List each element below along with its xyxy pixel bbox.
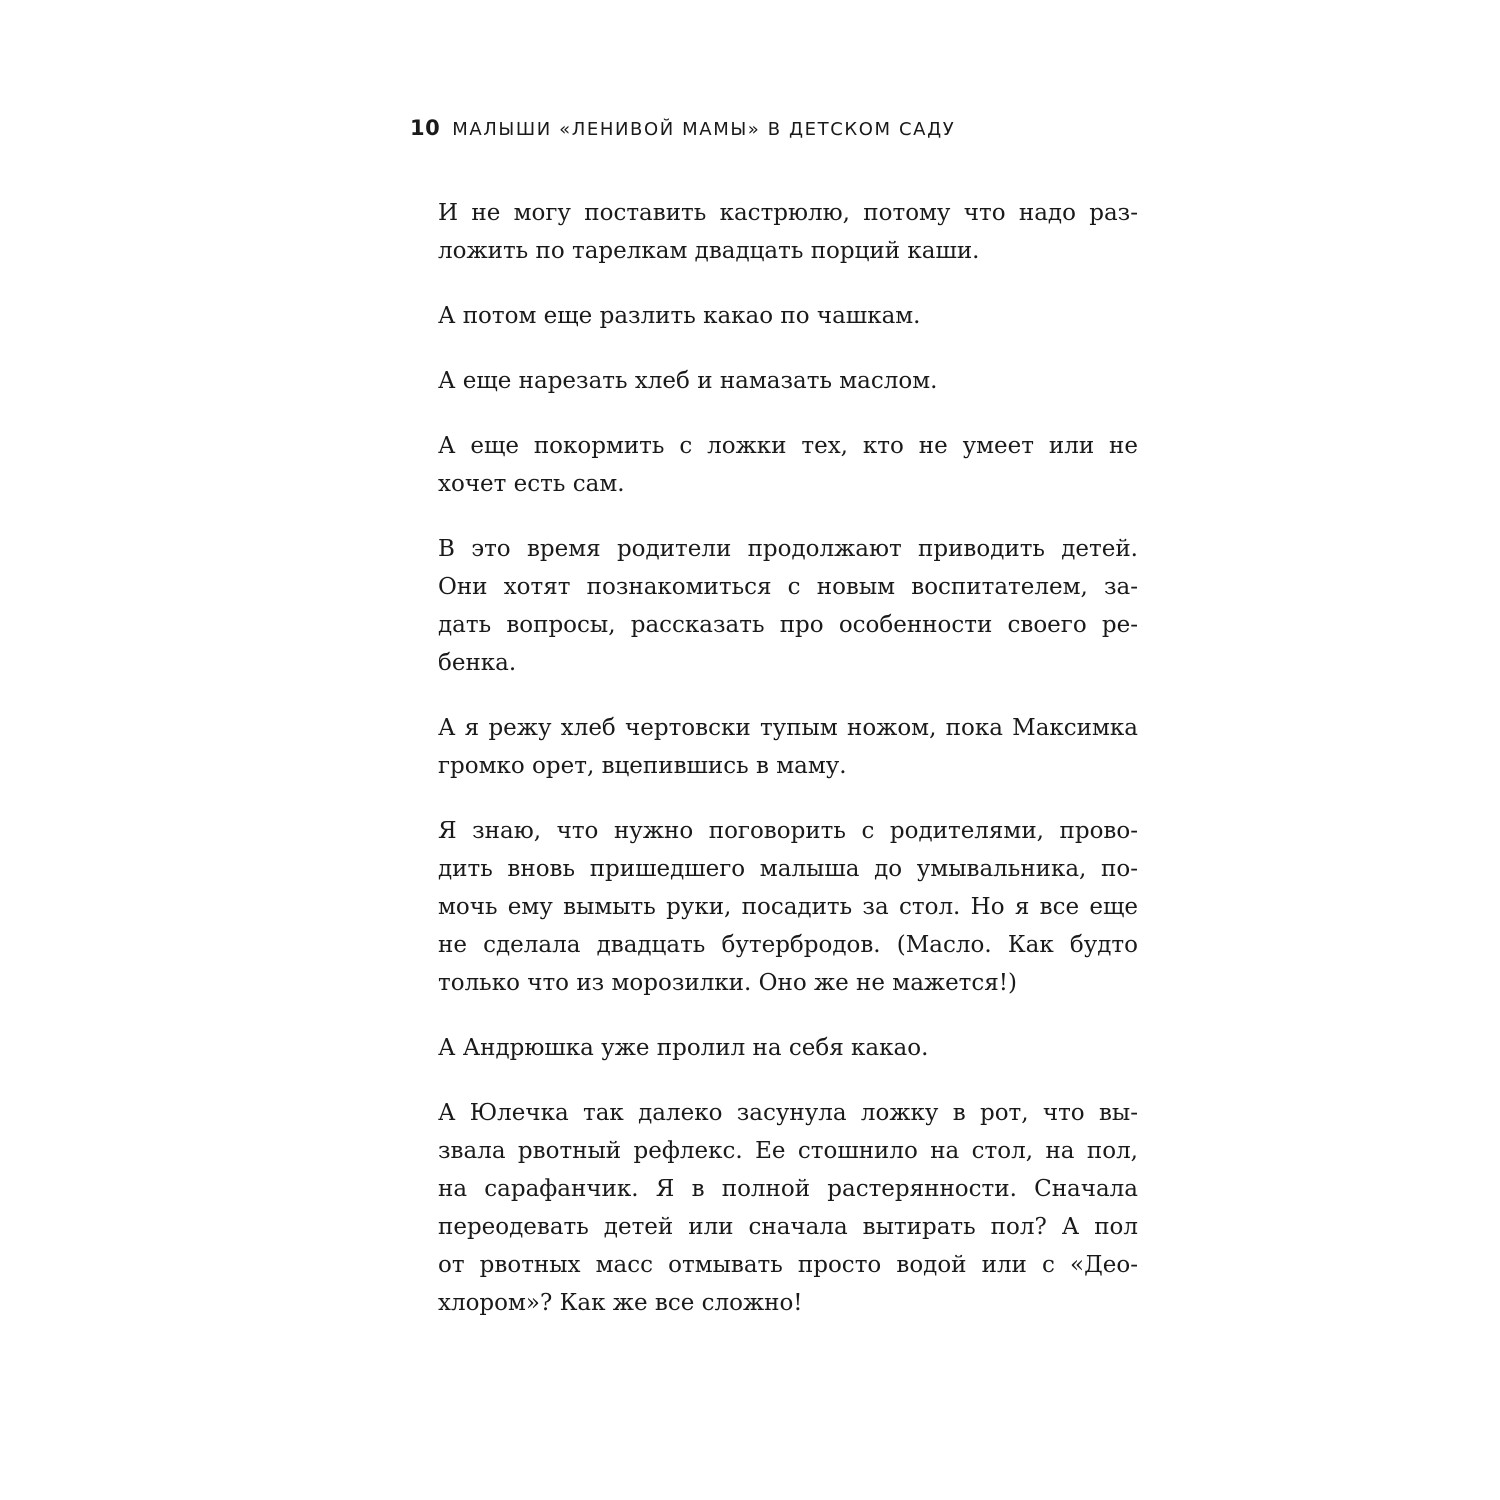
text-line: А Андрюшка уже пролил на себя какао. — [438, 1035, 929, 1061]
paragraph — [438, 1029, 1138, 1067]
text-line: Я знаю, что нужно поговорить с родителями, прово- — [438, 818, 1138, 844]
paragraph — [438, 709, 1138, 785]
paragraph — [438, 362, 1138, 400]
text-line: А еще нарезать хлеб и намазать маслом. — [438, 368, 938, 394]
text-line: мочь ему вымыть руки, посадить за стол. Но я все еще — [438, 894, 1138, 920]
paragraph — [438, 194, 1138, 270]
running-header — [410, 116, 955, 146]
text-line: хлором»? Как же все сложно! — [438, 1290, 803, 1316]
paragraph — [438, 530, 1138, 682]
text-line: звала рвотный рефлекс. Ее стошнило на стол, на пол, — [438, 1138, 1138, 1164]
text-line: громко орет, вцепившись в маму. — [438, 753, 847, 779]
book-title: МАЛЫШИ «ЛЕНИВОЙ МАМЫ» В ДЕТСКОМ САДУ — [452, 119, 956, 140]
text-line: А еще покормить с ложки тех, кто не умеет или не — [438, 433, 1138, 459]
text-line: Они хотят познакомиться с новым воспитателем, за- — [438, 574, 1138, 600]
paragraph — [438, 297, 1138, 335]
text-line: переодевать детей или сначала вытирать пол? А пол — [438, 1214, 1138, 1240]
text-line: хочет есть сам. — [438, 471, 625, 497]
paragraph — [438, 812, 1138, 1002]
text-line: В это время родители продолжают приводить детей. — [438, 536, 1138, 562]
text-line: А я режу хлеб чертовски тупым ножом, пока Максимка — [438, 715, 1138, 741]
text-line: дать вопросы, рассказать про особенности своего ре- — [438, 612, 1138, 638]
page-number: 10 — [410, 116, 441, 140]
text-line: ложить по тарелкам двадцать порций каши. — [438, 238, 980, 264]
text-line: А Юлечка так далеко засунула ложку в рот, что вы- — [438, 1100, 1138, 1126]
text-line: А потом еще разлить какао по чашкам. — [438, 303, 921, 329]
body-text — [438, 194, 1138, 1322]
text-line: от рвотных масс отмывать просто водой или с «Део- — [438, 1252, 1138, 1278]
paragraph — [438, 427, 1138, 503]
text-line: на сарафанчик. Я в полной растерянности. Сначала — [438, 1176, 1138, 1202]
text-line: дить вновь пришедшего малыша до умывальника, по- — [438, 856, 1138, 882]
text-line: И не могу поставить кастрюлю, потому что надо раз- — [438, 200, 1138, 226]
text-line: не сделала двадцать бутербродов. (Масло. Как будто — [438, 932, 1138, 958]
text-line: только что из морозилки. Оно же не мажется!) — [438, 970, 1018, 996]
paragraph — [438, 1094, 1138, 1322]
text-line: бенка. — [438, 650, 517, 676]
